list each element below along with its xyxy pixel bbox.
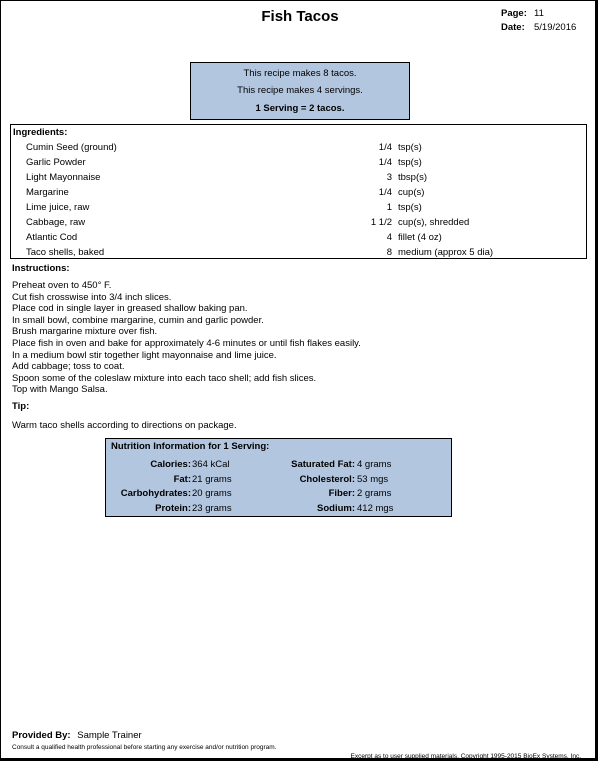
ingredient-quantity: 8: [386, 247, 392, 258]
summary-serving-size: 1 Serving = 2 tacos.: [255, 103, 345, 114]
nutrition-value: 364 kCal: [192, 459, 230, 470]
provided-label: Provided By:: [12, 730, 71, 741]
page-title: Fish Tacos: [261, 8, 339, 25]
instruction-step: Top with Mango Salsa.: [12, 384, 108, 396]
nutrition-label: Calories:: [150, 459, 191, 470]
nutrition-value: 53 mgs: [357, 473, 389, 485]
ingredient-unit: tbsp(s): [398, 172, 428, 183]
nutrition-heading: Nutrition Information for 1 Serving:: [111, 441, 270, 452]
recipe-summary-box: [190, 62, 410, 120]
disclaimer: Consult a qualified health professional before starting any exercise and/or nutrition program.: [12, 744, 277, 751]
date-label: Date:: [501, 22, 525, 33]
ingredient-name: Atlantic Cod: [26, 232, 78, 243]
ingredient-row: [11, 157, 586, 172]
nutrition-label: Fat:: [173, 473, 191, 485]
print-date: [501, 22, 577, 33]
ingredient-name: Cabbage, raw: [26, 217, 86, 228]
date-value: 5/19/2016: [534, 22, 577, 33]
ingredient-row: [11, 142, 586, 157]
nutrition-label: Saturated Fat:: [291, 459, 355, 470]
nutrition-value: 21 grams: [192, 473, 232, 485]
nutrition-label: Carbohydrates:: [120, 488, 191, 499]
instruction-step: Spoon some of the coleslaw mixture into each taco shell; add fish slices.: [12, 372, 317, 384]
summary-servings: This recipe makes 4 servings.: [237, 85, 363, 96]
ingredient-unit: medium (approx 5 dia): [398, 247, 494, 258]
ingredient-unit: tsp(s): [398, 202, 422, 213]
nutrition-value: 412 mgs: [357, 502, 394, 514]
nutrition-label: Protein:: [155, 502, 191, 514]
instruction-step: Brush margarine mixture over fish.: [12, 326, 158, 338]
ingredient-unit: cup(s): [398, 187, 425, 198]
ingredient-row: [11, 172, 586, 187]
nutrition-value: 4 grams: [357, 459, 392, 470]
ingredient-quantity: 4: [386, 232, 392, 243]
ingredient-quantity: 3: [386, 172, 392, 183]
ingredient-quantity: 1 1/2: [370, 217, 392, 228]
nutrition-value: 20 grams: [192, 488, 232, 499]
instruction-step: Place fish in oven and bake for approximately 4-6 minutes or until fish flakes easily.: [12, 338, 361, 349]
instruction-step: Add cabbage; toss to coat.: [12, 361, 125, 373]
provided-by: [12, 730, 142, 741]
ingredient-row: [11, 217, 586, 232]
page-value: 11: [534, 8, 544, 19]
instruction-step: Preheat oven to 450° F.: [12, 280, 112, 291]
instruction-step: Place cod in single layer in greased shallow baking pan.: [12, 303, 248, 315]
page-label: Page:: [501, 8, 527, 19]
ingredient-name: Cumin Seed (ground): [26, 142, 117, 153]
ingredient-unit: fillet (4 oz): [398, 232, 442, 243]
ingredient-quantity: 1/4: [378, 157, 392, 168]
summary-yield: This recipe makes 8 tacos.: [243, 68, 357, 79]
ingredient-name: Lime juice, raw: [26, 202, 90, 213]
ingredient-quantity: 1/4: [378, 187, 392, 198]
nutrition-value: 2 grams: [357, 488, 392, 499]
nutrition-value: 23 grams: [192, 502, 232, 514]
tip-text: Warm taco shells according to directions on package.: [12, 420, 237, 431]
ingredient-row: [11, 232, 586, 247]
instruction-step: Cut fish crosswise into 3/4 inch slices.: [12, 291, 172, 303]
nutrition-box: [105, 438, 452, 517]
copyright: Excerpt as to user supplied materials, Copyright 1995-2015 BioEx Systems, Inc.: [350, 753, 581, 759]
ingredient-unit: cup(s), shredded: [398, 217, 470, 228]
ingredient-unit: tsp(s): [398, 157, 422, 168]
ingredient-name: Garlic Powder: [26, 157, 86, 168]
ingredient-name: Light Mayonnaise: [26, 172, 101, 183]
nutrition-label: Sodium:: [317, 502, 355, 514]
ingredient-name: Margarine: [26, 187, 69, 198]
ingredients-heading: Ingredients:: [13, 127, 68, 138]
ingredient-row: [11, 187, 586, 202]
instructions-heading: Instructions:: [12, 263, 70, 274]
nutrition-label: Cholesterol:: [299, 473, 355, 485]
provided-value: Sample Trainer: [77, 730, 142, 741]
ingredient-quantity: 1/4: [378, 142, 392, 153]
ingredient-name: Taco shells, baked: [26, 247, 105, 258]
tip-heading: Tip:: [12, 401, 30, 412]
instruction-step: In small bowl, combine margarine, cumin and garlic powder.: [12, 314, 264, 326]
ingredient-quantity: 1: [386, 202, 392, 213]
ingredients-box: [10, 124, 587, 259]
ingredient-unit: tsp(s): [398, 142, 422, 153]
page-number: [501, 8, 544, 19]
ingredient-row: [11, 202, 586, 217]
ingredient-row: [11, 247, 586, 262]
nutrition-label: Fiber:: [328, 488, 355, 499]
instruction-step: In a medium bowl stir together light mayonnaise and lime juice.: [12, 349, 277, 361]
